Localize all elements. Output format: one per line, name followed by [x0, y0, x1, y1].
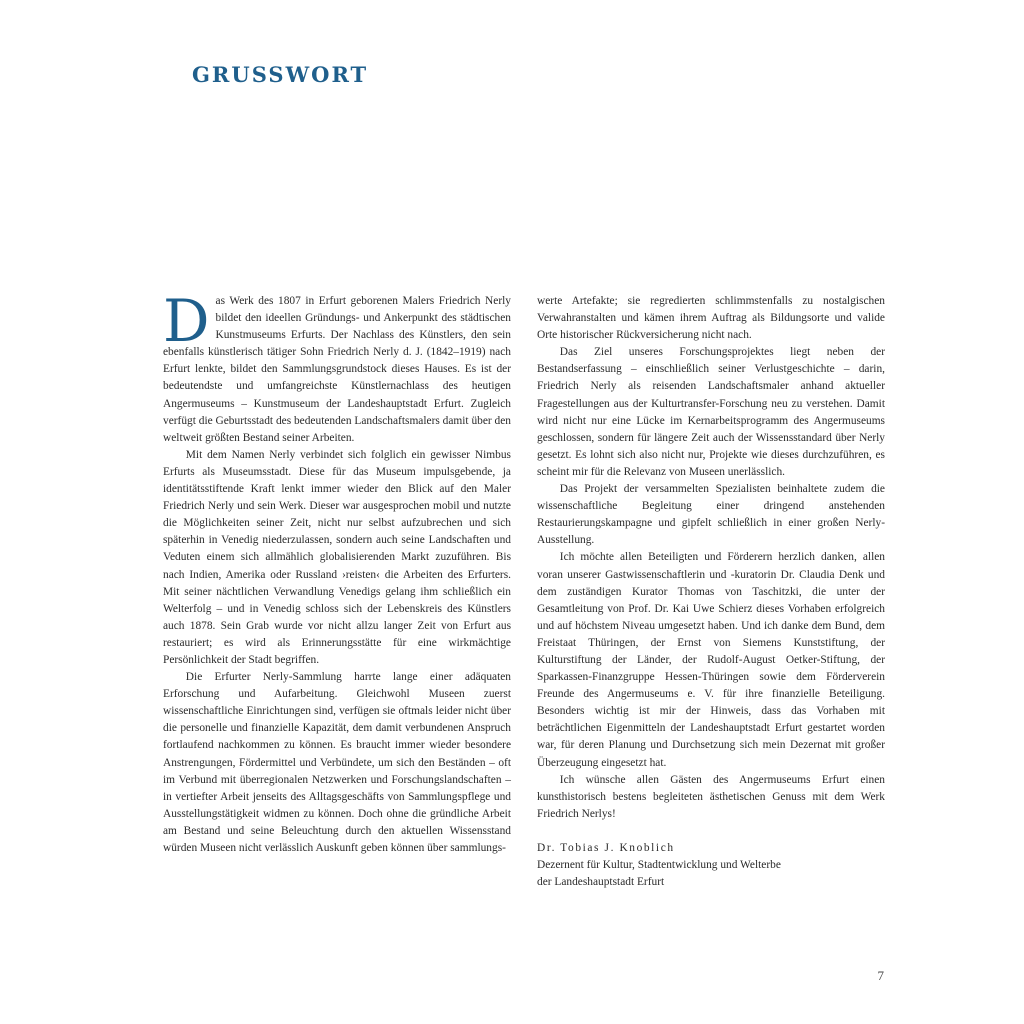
signature-title: Dezernent für Kultur, Stadtentwicklung und Welterbe	[537, 859, 781, 871]
paragraph: Ich wünsche allen Gästen des Angermuseums Erfurt einen kunsthistorisch bestens begleiteten ästhetischen Genuss mit dem Werk Friedrich Nerlys!	[537, 773, 885, 820]
paragraph	[163, 287, 511, 447]
paragraph: Das Ziel unseres Forschungsprojektes liegt neben der Bestandserfassung – einschließlich seiner Verlustgeschichte – darin, Friedrich Nerly als reisenden Landschaftsmaler anhand aktueller Fragestellungen aus der Kulturtransfer-Forschung neu zu verstehen. Damit wird nicht nur eine Lücke im Kernarbeitsprogramm des Angermuseums geschlossen, sondern für längere Zeit auch der Wissensstandard über Nerly gesetzt. Es lohnt sich also nicht nur, Projekte wie dieses durchzuführen, es scheint mir für die Relevanz von Museen unerlässlich.	[537, 346, 885, 478]
paragraph: Ich möchte allen Beteiligten und Förderern herzlich danken, allen voran unserer Gastwissenschaftlerin und -kuratorin Dr. Claudia Denk und dem zuständigen Kurator Thomas von Taschitzki, die unter der Gesamtleitung von Prof. Dr. Kai Uwe Schierz dieses Vorhaben erfolgreich und auf höchstem Niveau umgesetzt haben. Und ich danke dem Bund, dem Freistaat Thüringen, der Ernst von Siemens Kunststiftung, der Kulturstiftung der Länder, der Rudolf-August Oetker-Stiftung, der Sparkassen-Finanzgruppe Hessen-Thüringen sowie dem Förderverein Freunde des Angermuseums e. V. für ihre finanzielle Beteiligung. Besonders wichtig ist mir der Hinweis, dass das Vorhaben mit beträchtlichen Eigenmitteln der Landeshauptstadt Erfurt gestartet worden war, für deren Planung und Durchsetzung sich mein Dezernat mit großer Überzeugung eingesetzt hat.	[537, 551, 885, 769]
paragraph: Mit dem Namen Nerly verbindet sich folglich ein gewisser Nimbus Erfurts als Museumsstadt. Diese für das Museum impulsgebende, ja identitätsstiftende Kraft lenkt immer wieder den Blick auf den Maler Friedrich Nerly und sein Werk. Dieser war ausgesprochen mobil und nutzte die Möglichkeiten seiner Zeit, nicht nur selbst aufzubrechen und sich späterhin in Venedig niederzulassen, sondern auch seine Landschaften und Veduten einem sich allmählich globalisierenden Markt zuzuführen. Bis nach Indien, Amerika oder Russland ›reisten‹ die Arbeiten des Erfurters. Mit seiner nächtlichen Verwandlung Venedigs gelang ihm schließlich ein Welterfolg – und in Venedig schloss sich der Lebenskreis des Künstlers auch 1878. Sein Grab wurde vor nicht allzu langer Zeit von Erfurt aus restauriert; es wird als Erinnerungsstätte für eine wirkmächtige Persönlichkeit der Stadt begriffen.	[163, 448, 511, 666]
page-number: 7	[877, 968, 884, 983]
left-text-column	[163, 287, 511, 857]
signature-name: Dr. Tobias J. Knoblich	[537, 841, 675, 854]
signature-block	[537, 840, 885, 891]
signature-affiliation: der Landeshauptstadt Erfurt	[537, 876, 665, 889]
paragraph: werte Artefakte; sie regredierten schlimmstenfalls zu nostalgischen Verwahranstalten und kämen ihrem Auftrag als Bildungsorte und valide Orte historischer Rückversicherung nicht nach.	[537, 295, 885, 342]
page-title: GRUSSWORT	[192, 62, 369, 87]
paragraph: Das Projekt der versammelten Spezialisten beinhaltete zudem die wissenschaftliche Begleitung einer dringend anstehenden Restaurierungskampagne und gipfelt schließlich in einer großen Nerly-Ausstellung.	[537, 483, 885, 547]
drop-cap: D	[163, 287, 210, 355]
paragraph-text: as Werk des 1807 in Erfurt geborenen Malers Friedrich Nerly bildet den ideellen Gründungs- und Ankerpunkt des städtischen Kunstmuseums Erfurts. Der Nachlass des Künstlers, den sein ebenfalls künstlerisch tätiger Sohn Friedrich Nerly d. J. (1842–1919) nach Erfurt lenkte, bildet den Sammlungsgrundstock dieses Hauses. Es ist der bedeutendste und umfangreichste Künstlernachlass des heutigen Angermuseums – Kunstmuseum der Landeshauptstadt Erfurt. Zugleich verfügt die Geburtsstadt des bedeutenden Landschaftsmalers damit über den weltweit größten Bestand seiner Arbeiten.	[163, 295, 511, 444]
paragraph: Die Erfurter Nerly-Sammlung harrte lange einer adäquaten Erforschung und Aufarbeitung. Gleichwohl Museen zuerst wissenschaftliche Einrichtungen sind, verfügen sie oftmals leider nicht über die personelle und finanzielle Kapazität, dem damit verbundenen Anspruch fortlaufend nachkommen zu können. Es braucht immer wieder besondere Anstrengungen, Fördermittel und Verbündete, um sich den Beständen – oft im Verbund mit überregionalen Netzwerken und Forschungslandschaften – in vertiefter Arbeit jenseits des Alltagsgeschäfts von Sammlungspflege und Ausstellungstätigkeit widmen zu können. Doch ohne die gründliche Arbeit am Bestand und seine Beleuchtung durch den aktuellen Wissensstand würden Museen nicht verlässlich Auskunft geben können über sammlungs-	[163, 671, 511, 854]
right-text-column	[537, 293, 885, 891]
